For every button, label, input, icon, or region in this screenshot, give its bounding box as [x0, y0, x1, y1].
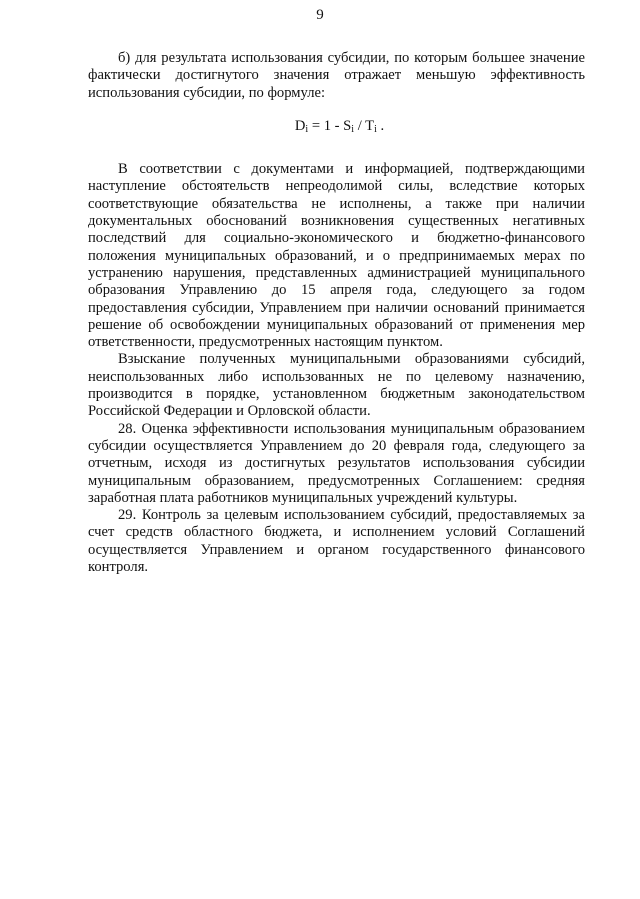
paragraph-formula-intro: б) для результата использования субсидии, по которым большее значение фактически достигнутого значения отражает меньшую эффективность использования субсидии, по формуле:: [88, 50, 585, 101]
formula-d-subscript: i: [305, 123, 309, 135]
formula: [88, 118, 585, 135]
formula-divide: / T: [354, 117, 375, 134]
paragraph-29: 29. Контроль за целевым использованием субсидий, предоставляемых за счет средств областного бюджета, и исполнением условий Соглашений осуществляется Управлением и органом государственного финансового контроля.: [88, 507, 585, 576]
formula-end: .: [376, 117, 385, 134]
formula-d: D: [294, 117, 306, 134]
paragraph-force-majeure: В соответствии с документами и информацией, подтверждающими наступление обстоятельств непреодолимой силы, вследствие которых соответствующие обязательства не исполнены, а также при наличии документальных обоснований возникновения существенных негативных последствий для социально-экономического и бюджетно-финансового положения муниципальных образований, и о предпринимаемых мерах по устранению нарушения, представленных администрацией муниципального образования Управлению до 15 апреля года, следующего за годом предоставления субсидии, Управлением при наличии оснований принимается решение об освобождении муниципальных образований от применения мер ответственности, предусмотренных настоящим пунктом.: [88, 161, 585, 351]
formula-s-subscript: i: [351, 123, 355, 135]
paragraph-recovery: Взыскание полученных муниципальными образованиями субсидий, неиспользованных либо использованных не по целевому назначению, производится в порядке, установленном бюджетным законодательством Российской Федерации и Орловской области.: [88, 351, 585, 420]
document-body: [88, 50, 585, 576]
formula-t-subscript: i: [374, 123, 377, 135]
formula-equals: = 1 - S: [308, 117, 352, 134]
paragraph-28: 28. Оценка эффективности использования муниципальным образованием субсидии осуществляется Управлением до 20 февраля года, следующего за отчетным, исходя из достигнутых результатов использования субсидии муниципальным образованием, предусмотренных Соглашением: средняя заработная плата работников муниципальных учреждений культуры.: [88, 420, 585, 506]
page-number: 9: [316, 7, 324, 23]
